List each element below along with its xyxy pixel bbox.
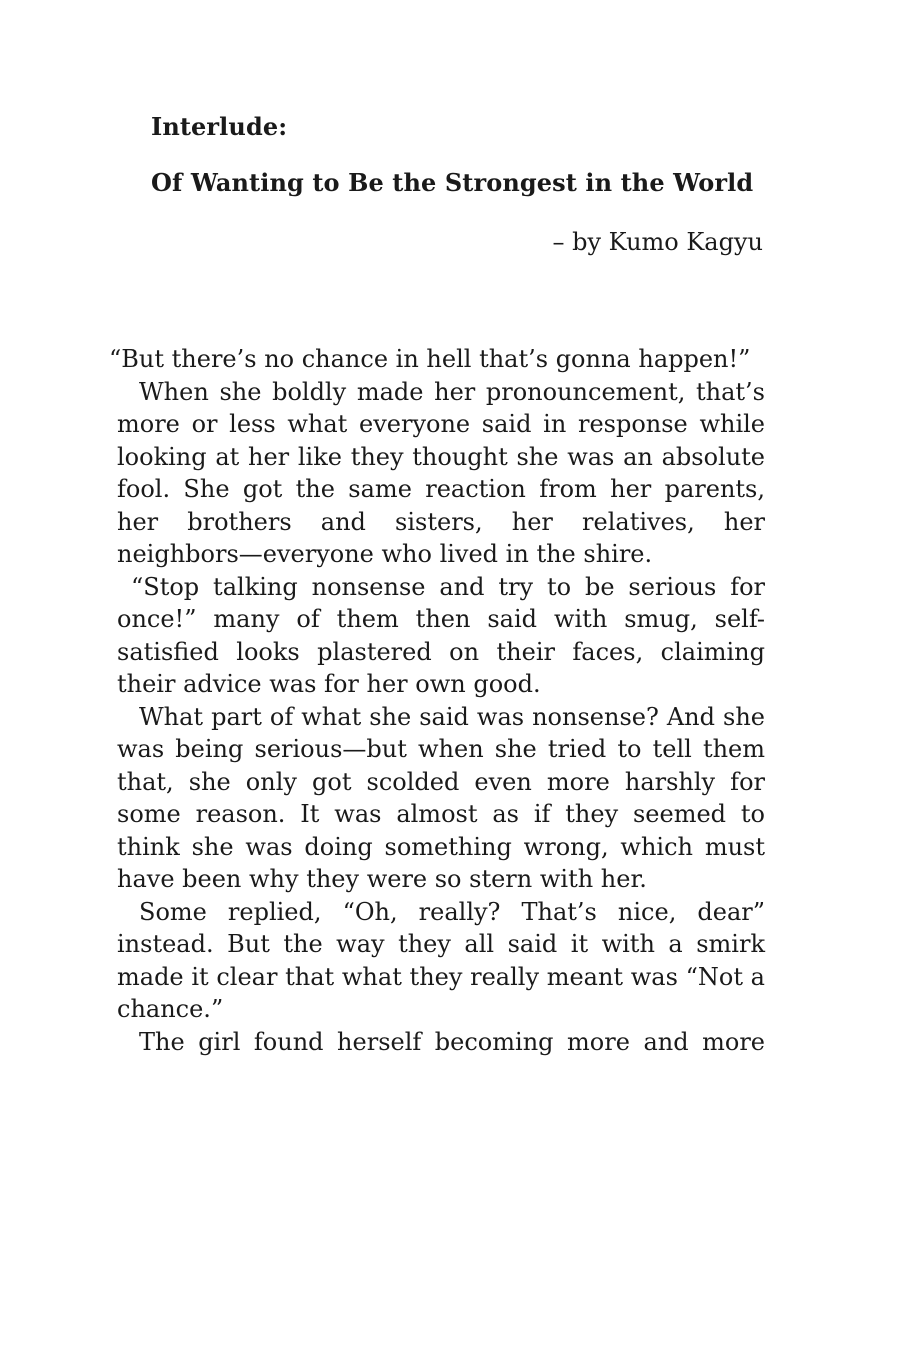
chapter-title-line-1: Interlude: — [151, 112, 288, 141]
chapter-title-line-2: Of Wanting to Be the Strongest in the World — [151, 168, 754, 197]
author-byline: – by Kumo Kagyu — [552, 228, 763, 256]
body-text — [109, 343, 765, 1058]
paragraph: Some replied, “Oh, really? That’s nice, dear” instead. But the way they all said it with a smirk made it clear that what they really meant was “Not a chance.” — [117, 897, 765, 1023]
paragraph: What part of what she said was nonsense? And she was being serious—but when she tried to tell them that, she only got scolded even more harshly for some reason. It was almost as if they seemed to think she was doing something wrong, which must have been why they were so stern with her. — [117, 702, 765, 893]
paragraph: The girl found herself becoming more and more — [139, 1027, 765, 1056]
paragraph: When she boldly made her pronouncement, that’s more or less what everyone said in response while looking at her like they thought she was an absolute fool. She got the same reaction from her parents, her brothers and sisters, her relatives, her neighbors—everyone who lived in the shire. — [117, 377, 765, 568]
paragraph: “Stop talking nonsense and try to be serious for once!” many of them then said with smug, self-satisfied looks plastered on their faces, claiming their advice was for her own good. — [117, 572, 765, 698]
paragraph: “But there’s no chance in hell that’s gonna happen!” — [109, 345, 751, 373]
